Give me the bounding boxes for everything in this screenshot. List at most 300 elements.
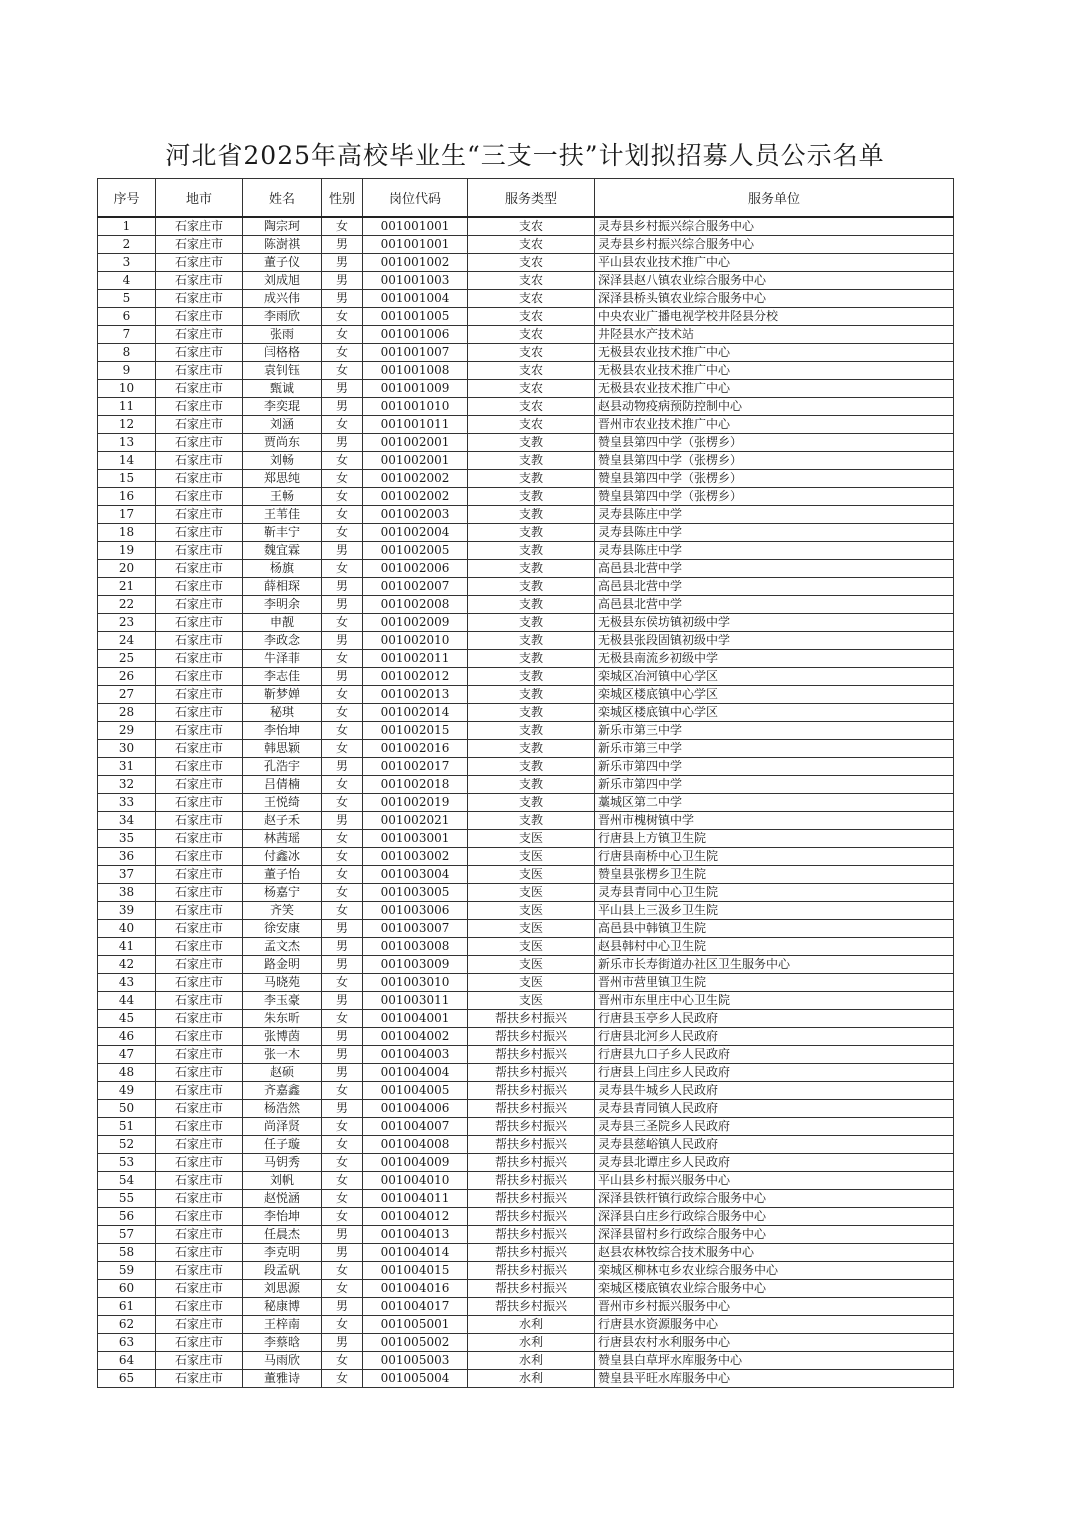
cell-post-code: 001004002 (363, 1028, 468, 1046)
cell-name: 成兴伟 (243, 290, 322, 308)
cell-service-type: 支教 (468, 686, 595, 704)
cell-city: 石家庄市 (156, 362, 243, 380)
table-row (98, 290, 954, 308)
table-row (98, 704, 954, 722)
cell-service-unit: 赞皇县第四中学（张楞乡） (595, 470, 954, 488)
cell-service-type: 水利 (468, 1370, 595, 1388)
cell-gender: 男 (322, 956, 363, 974)
cell-post-code: 001002003 (363, 506, 468, 524)
cell-index: 17 (98, 506, 156, 524)
cell-name: 王悦绮 (243, 794, 322, 812)
cell-city: 石家庄市 (156, 866, 243, 884)
cell-post-code: 001004009 (363, 1154, 468, 1172)
cell-city: 石家庄市 (156, 1298, 243, 1316)
cell-service-type: 支教 (468, 578, 595, 596)
cell-service-unit: 新乐市第四中学 (595, 758, 954, 776)
cell-post-code: 001001008 (363, 362, 468, 380)
col-header-post-code: 岗位代码 (363, 179, 468, 218)
cell-index: 26 (98, 668, 156, 686)
table-row (98, 1136, 954, 1154)
cell-gender: 男 (322, 236, 363, 254)
cell-post-code: 001002021 (363, 812, 468, 830)
cell-service-type: 帮扶乡村振兴 (468, 1190, 595, 1208)
cell-name: 李怡坤 (243, 1208, 322, 1226)
cell-city: 石家庄市 (156, 1370, 243, 1388)
table-row (98, 632, 954, 650)
cell-city: 石家庄市 (156, 740, 243, 758)
cell-name: 董子仪 (243, 254, 322, 272)
cell-gender: 女 (322, 884, 363, 902)
col-header-name: 姓名 (243, 179, 322, 218)
cell-service-type: 支教 (468, 614, 595, 632)
table-row (98, 596, 954, 614)
cell-gender: 女 (322, 217, 363, 236)
table-row (98, 1118, 954, 1136)
cell-service-type: 支农 (468, 272, 595, 290)
cell-index: 58 (98, 1244, 156, 1262)
cell-post-code: 001002017 (363, 758, 468, 776)
cell-service-unit: 赵县韩村中心卫生院 (595, 938, 954, 956)
cell-index: 42 (98, 956, 156, 974)
cell-index: 36 (98, 848, 156, 866)
cell-post-code: 001004005 (363, 1082, 468, 1100)
cell-service-unit: 深泽县留村乡行政综合服务中心 (595, 1226, 954, 1244)
cell-gender: 女 (322, 1082, 363, 1100)
cell-service-type: 帮扶乡村振兴 (468, 1244, 595, 1262)
cell-index: 63 (98, 1334, 156, 1352)
cell-gender: 男 (322, 272, 363, 290)
cell-name: 陶宗珂 (243, 217, 322, 236)
cell-post-code: 001002002 (363, 488, 468, 506)
cell-service-unit: 深泽县铁杆镇行政综合服务中心 (595, 1190, 954, 1208)
cell-index: 28 (98, 704, 156, 722)
cell-index: 50 (98, 1100, 156, 1118)
cell-name: 刘思源 (243, 1280, 322, 1298)
cell-index: 27 (98, 686, 156, 704)
cell-post-code: 001004015 (363, 1262, 468, 1280)
table-row (98, 326, 954, 344)
cell-gender: 女 (322, 1010, 363, 1028)
cell-post-code: 001002013 (363, 686, 468, 704)
table-row (98, 1334, 954, 1352)
cell-index: 20 (98, 560, 156, 578)
cell-service-unit: 高邑县中韩镇卫生院 (595, 920, 954, 938)
cell-service-unit: 灵寿县乡村振兴综合服务中心 (595, 236, 954, 254)
cell-post-code: 001004013 (363, 1226, 468, 1244)
cell-city: 石家庄市 (156, 1316, 243, 1334)
cell-service-unit: 行唐县上闫庄乡人民政府 (595, 1064, 954, 1082)
cell-post-code: 001002006 (363, 560, 468, 578)
cell-city: 石家庄市 (156, 902, 243, 920)
cell-service-type: 支教 (468, 470, 595, 488)
cell-index: 64 (98, 1352, 156, 1370)
cell-service-type: 支教 (468, 812, 595, 830)
table-row (98, 560, 954, 578)
cell-index: 14 (98, 452, 156, 470)
cell-name: 申靓 (243, 614, 322, 632)
cell-index: 61 (98, 1298, 156, 1316)
cell-gender: 女 (322, 560, 363, 578)
cell-service-type: 支农 (468, 344, 595, 362)
cell-gender: 男 (322, 632, 363, 650)
cell-service-unit: 赞皇县张楞乡卫生院 (595, 866, 954, 884)
cell-name: 董雅诗 (243, 1370, 322, 1388)
cell-name: 齐嘉鑫 (243, 1082, 322, 1100)
cell-name: 李政念 (243, 632, 322, 650)
cell-city: 石家庄市 (156, 884, 243, 902)
cell-service-unit: 新乐市第三中学 (595, 740, 954, 758)
cell-index: 16 (98, 488, 156, 506)
cell-index: 65 (98, 1370, 156, 1388)
cell-gender: 男 (322, 1028, 363, 1046)
cell-service-type: 帮扶乡村振兴 (468, 1010, 595, 1028)
cell-index: 23 (98, 614, 156, 632)
cell-index: 29 (98, 722, 156, 740)
cell-city: 石家庄市 (156, 686, 243, 704)
cell-gender: 男 (322, 1334, 363, 1352)
cell-city: 石家庄市 (156, 272, 243, 290)
cell-service-unit: 高邑县北营中学 (595, 578, 954, 596)
table-row (98, 992, 954, 1010)
table-row (98, 1154, 954, 1172)
cell-service-type: 支医 (468, 884, 595, 902)
cell-service-unit: 藁城区第二中学 (595, 794, 954, 812)
cell-gender: 男 (322, 1046, 363, 1064)
cell-index: 54 (98, 1172, 156, 1190)
cell-service-type: 支教 (468, 542, 595, 560)
cell-name: 薛相琛 (243, 578, 322, 596)
table-row (98, 506, 954, 524)
cell-index: 7 (98, 326, 156, 344)
cell-gender: 男 (322, 992, 363, 1010)
table-row (98, 398, 954, 416)
cell-service-unit: 晋州市农业技术推广中心 (595, 416, 954, 434)
cell-post-code: 001003005 (363, 884, 468, 902)
table-row (98, 470, 954, 488)
cell-service-type: 帮扶乡村振兴 (468, 1046, 595, 1064)
cell-index: 6 (98, 308, 156, 326)
table-row (98, 1262, 954, 1280)
cell-post-code: 001002007 (363, 578, 468, 596)
cell-service-type: 支农 (468, 398, 595, 416)
cell-service-unit: 无极县东侯坊镇初级中学 (595, 614, 954, 632)
cell-gender: 女 (322, 1136, 363, 1154)
table-row (98, 1280, 954, 1298)
cell-service-unit: 灵寿县北谭庄乡人民政府 (595, 1154, 954, 1172)
table-row (98, 974, 954, 992)
cell-name: 闫格格 (243, 344, 322, 362)
cell-name: 陈澍祺 (243, 236, 322, 254)
cell-service-type: 帮扶乡村振兴 (468, 1154, 595, 1172)
table-row (98, 416, 954, 434)
cell-service-unit: 赵县农林牧综合技术服务中心 (595, 1244, 954, 1262)
cell-service-type: 帮扶乡村振兴 (468, 1280, 595, 1298)
cell-service-unit: 无极县张段固镇初级中学 (595, 632, 954, 650)
cell-name: 徐安康 (243, 920, 322, 938)
table-row (98, 452, 954, 470)
cell-service-unit: 晋州市东里庄中心卫生院 (595, 992, 954, 1010)
table-row (98, 1028, 954, 1046)
cell-post-code: 001004014 (363, 1244, 468, 1262)
cell-index: 15 (98, 470, 156, 488)
cell-service-unit: 无极县农业技术推广中心 (595, 380, 954, 398)
cell-post-code: 001001003 (363, 272, 468, 290)
table-row (98, 1316, 954, 1334)
cell-name: 秘琪 (243, 704, 322, 722)
cell-post-code: 001004001 (363, 1010, 468, 1028)
col-header-city: 地市 (156, 179, 243, 218)
cell-service-type: 支教 (468, 452, 595, 470)
cell-name: 李雨欣 (243, 308, 322, 326)
cell-service-type: 水利 (468, 1316, 595, 1334)
cell-service-unit: 无极县南流乡初级中学 (595, 650, 954, 668)
cell-city: 石家庄市 (156, 1352, 243, 1370)
table-row (98, 686, 954, 704)
cell-gender: 女 (322, 794, 363, 812)
cell-service-unit: 深泽县赵八镇农业综合服务中心 (595, 272, 954, 290)
cell-service-type: 支教 (468, 722, 595, 740)
cell-index: 47 (98, 1046, 156, 1064)
cell-city: 石家庄市 (156, 1190, 243, 1208)
cell-post-code: 001001002 (363, 254, 468, 272)
cell-city: 石家庄市 (156, 217, 243, 236)
cell-post-code: 001003002 (363, 848, 468, 866)
cell-gender: 女 (322, 1370, 363, 1388)
cell-name: 魏宜霖 (243, 542, 322, 560)
cell-post-code: 001002012 (363, 668, 468, 686)
cell-name: 刘成旭 (243, 272, 322, 290)
cell-post-code: 001002004 (363, 524, 468, 542)
cell-service-type: 帮扶乡村振兴 (468, 1082, 595, 1100)
cell-city: 石家庄市 (156, 326, 243, 344)
page-title: 河北省2025年高校毕业生“三支一扶”计划拟招募人员公示名单 (165, 141, 885, 170)
cell-service-unit: 深泽县桥头镇农业综合服务中心 (595, 290, 954, 308)
cell-gender: 男 (322, 812, 363, 830)
table-row (98, 668, 954, 686)
cell-name: 路金明 (243, 956, 322, 974)
cell-service-type: 帮扶乡村振兴 (468, 1136, 595, 1154)
cell-city: 石家庄市 (156, 974, 243, 992)
cell-gender: 女 (322, 1154, 363, 1172)
cell-post-code: 001002010 (363, 632, 468, 650)
cell-index: 55 (98, 1190, 156, 1208)
cell-service-unit: 行唐县农村水利服务中心 (595, 1334, 954, 1352)
cell-index: 62 (98, 1316, 156, 1334)
cell-gender: 女 (322, 1208, 363, 1226)
cell-gender: 女 (322, 704, 363, 722)
cell-city: 石家庄市 (156, 1010, 243, 1028)
cell-service-unit: 栾城区冶河镇中心学区 (595, 668, 954, 686)
cell-gender: 女 (322, 776, 363, 794)
cell-index: 34 (98, 812, 156, 830)
cell-name: 马钥秀 (243, 1154, 322, 1172)
cell-city: 石家庄市 (156, 812, 243, 830)
table-row (98, 1172, 954, 1190)
cell-name: 林茜瑶 (243, 830, 322, 848)
cell-gender: 女 (322, 488, 363, 506)
table-row (98, 1208, 954, 1226)
cell-name: 吕倩楠 (243, 776, 322, 794)
table-row (98, 542, 954, 560)
cell-gender: 男 (322, 578, 363, 596)
cell-service-type: 水利 (468, 1334, 595, 1352)
cell-post-code: 001003004 (363, 866, 468, 884)
cell-name: 靳梦婵 (243, 686, 322, 704)
cell-service-type: 帮扶乡村振兴 (468, 1172, 595, 1190)
cell-city: 石家庄市 (156, 668, 243, 686)
cell-gender: 女 (322, 344, 363, 362)
cell-post-code: 001004008 (363, 1136, 468, 1154)
cell-post-code: 001003008 (363, 938, 468, 956)
cell-post-code: 001003009 (363, 956, 468, 974)
table-row (98, 524, 954, 542)
cell-post-code: 001001005 (363, 308, 468, 326)
table-row (98, 1100, 954, 1118)
cell-name: 王苇佳 (243, 506, 322, 524)
cell-service-unit: 晋州市乡村振兴服务中心 (595, 1298, 954, 1316)
cell-gender: 女 (322, 1352, 363, 1370)
cell-name: 郑思纯 (243, 470, 322, 488)
cell-city: 石家庄市 (156, 236, 243, 254)
cell-gender: 女 (322, 686, 363, 704)
cell-city: 石家庄市 (156, 1082, 243, 1100)
cell-name: 韩思颖 (243, 740, 322, 758)
cell-service-type: 帮扶乡村振兴 (468, 1118, 595, 1136)
cell-service-unit: 平山县乡村振兴服务中心 (595, 1172, 954, 1190)
cell-city: 石家庄市 (156, 758, 243, 776)
cell-service-type: 支医 (468, 830, 595, 848)
cell-gender: 女 (322, 1118, 363, 1136)
cell-index: 53 (98, 1154, 156, 1172)
cell-post-code: 001003007 (363, 920, 468, 938)
cell-service-type: 帮扶乡村振兴 (468, 1064, 595, 1082)
cell-service-unit: 赞皇县第四中学（张楞乡） (595, 434, 954, 452)
table-row (98, 794, 954, 812)
cell-index: 2 (98, 236, 156, 254)
cell-gender: 男 (322, 938, 363, 956)
table-row (98, 1226, 954, 1244)
cell-city: 石家庄市 (156, 254, 243, 272)
cell-index: 35 (98, 830, 156, 848)
cell-city: 石家庄市 (156, 1154, 243, 1172)
table-row (98, 866, 954, 884)
cell-post-code: 001001010 (363, 398, 468, 416)
cell-service-unit: 赞皇县平旺水库服务中心 (595, 1370, 954, 1388)
cell-gender: 男 (322, 542, 363, 560)
cell-name: 李蔡晗 (243, 1334, 322, 1352)
cell-post-code: 001002019 (363, 794, 468, 812)
cell-index: 18 (98, 524, 156, 542)
cell-name: 朱东昕 (243, 1010, 322, 1028)
cell-city: 石家庄市 (156, 1280, 243, 1298)
cell-city: 石家庄市 (156, 308, 243, 326)
cell-service-unit: 灵寿县乡村振兴综合服务中心 (595, 217, 954, 236)
cell-gender: 女 (322, 740, 363, 758)
table-row (98, 1298, 954, 1316)
cell-city: 石家庄市 (156, 416, 243, 434)
cell-index: 13 (98, 434, 156, 452)
table-row (98, 308, 954, 326)
cell-city: 石家庄市 (156, 380, 243, 398)
cell-index: 57 (98, 1226, 156, 1244)
table-row (98, 1064, 954, 1082)
cell-city: 石家庄市 (156, 1136, 243, 1154)
cell-service-unit: 行唐县水资源服务中心 (595, 1316, 954, 1334)
table-row (98, 956, 954, 974)
cell-service-type: 支教 (468, 524, 595, 542)
cell-city: 石家庄市 (156, 1172, 243, 1190)
cell-service-type: 支教 (468, 668, 595, 686)
cell-name: 杨浩然 (243, 1100, 322, 1118)
cell-gender: 女 (322, 902, 363, 920)
cell-post-code: 001001004 (363, 290, 468, 308)
cell-index: 11 (98, 398, 156, 416)
cell-service-type: 支医 (468, 866, 595, 884)
cell-service-unit: 行唐县九口子乡人民政府 (595, 1046, 954, 1064)
cell-name: 王梓南 (243, 1316, 322, 1334)
cell-service-type: 帮扶乡村振兴 (468, 1226, 595, 1244)
cell-name: 孔浩宇 (243, 758, 322, 776)
cell-service-unit: 灵寿县慈峪镇人民政府 (595, 1136, 954, 1154)
cell-gender: 女 (322, 1172, 363, 1190)
cell-gender: 女 (322, 308, 363, 326)
cell-index: 19 (98, 542, 156, 560)
cell-city: 石家庄市 (156, 506, 243, 524)
cell-service-unit: 无极县农业技术推广中心 (595, 344, 954, 362)
cell-service-unit: 赞皇县第四中学（张楞乡） (595, 488, 954, 506)
table-row (98, 1352, 954, 1370)
cell-city: 石家庄市 (156, 470, 243, 488)
cell-service-unit: 行唐县北河乡人民政府 (595, 1028, 954, 1046)
cell-service-unit: 赵县动物疫病预防控制中心 (595, 398, 954, 416)
cell-service-type: 支农 (468, 362, 595, 380)
cell-name: 付鑫冰 (243, 848, 322, 866)
cell-gender: 女 (322, 1316, 363, 1334)
cell-index: 25 (98, 650, 156, 668)
cell-service-type: 支教 (468, 704, 595, 722)
cell-name: 秘康博 (243, 1298, 322, 1316)
cell-post-code: 001002011 (363, 650, 468, 668)
table-row (98, 434, 954, 452)
cell-city: 石家庄市 (156, 398, 243, 416)
cell-post-code: 001005003 (363, 1352, 468, 1370)
table-row (98, 1010, 954, 1028)
cell-service-type: 支农 (468, 236, 595, 254)
cell-name: 牛泽菲 (243, 650, 322, 668)
cell-service-type: 支医 (468, 974, 595, 992)
cell-index: 10 (98, 380, 156, 398)
cell-service-type: 帮扶乡村振兴 (468, 1028, 595, 1046)
table-row (98, 578, 954, 596)
cell-post-code: 001001006 (363, 326, 468, 344)
cell-city: 石家庄市 (156, 1262, 243, 1280)
table-row (98, 488, 954, 506)
cell-service-type: 帮扶乡村振兴 (468, 1262, 595, 1280)
cell-city: 石家庄市 (156, 344, 243, 362)
cell-name: 张一木 (243, 1046, 322, 1064)
cell-name: 段孟矾 (243, 1262, 322, 1280)
cell-name: 张博茵 (243, 1028, 322, 1046)
cell-name: 刘帆 (243, 1172, 322, 1190)
cell-post-code: 001002001 (363, 452, 468, 470)
table-row (98, 236, 954, 254)
cell-index: 4 (98, 272, 156, 290)
cell-index: 1 (98, 217, 156, 236)
cell-index: 38 (98, 884, 156, 902)
cell-index: 45 (98, 1010, 156, 1028)
cell-gender: 男 (322, 1226, 363, 1244)
cell-post-code: 001002009 (363, 614, 468, 632)
